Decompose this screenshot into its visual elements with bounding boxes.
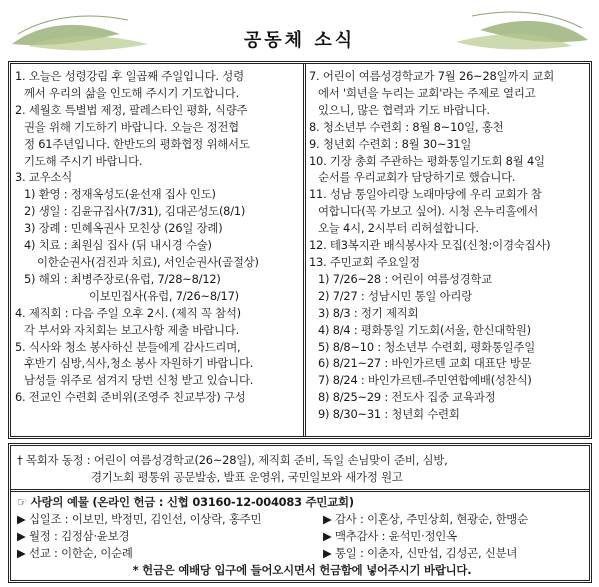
right-column-line: 9) 8/30~31 : 청년회 수련회	[318, 407, 460, 422]
left-column-line: 이한순권사(검진과 치료), 서인순권사(골절상)	[37, 254, 259, 269]
header	[0, 0, 599, 62]
offering-section	[17, 494, 587, 579]
offering-header: ☞ 사랑의 예물 (온라인 헌금 : 신협 03160-12-004083 주민교회)	[17, 495, 354, 509]
pastor-schedule	[17, 452, 587, 486]
section-divider	[11, 489, 589, 492]
offering-item: ▶ 통일 : 이춘자, 신만섭, 김성곤, 신분녀	[323, 545, 518, 560]
right-column-line: 13. 주민교회 주요일정	[309, 254, 420, 269]
left-column-line: 1) 환영 : 정재옥성도(윤선재 집사 인도)	[24, 187, 216, 202]
right-column-line: 7) 8/24 : 바인가르텐-주민연합예배(성찬식)	[318, 373, 532, 388]
offering-item: ▶ 십일조 : 이보민, 박정민, 김인선, 이상락, 홍주민	[17, 511, 262, 526]
right-column-line: 8) 8/25~29 : 전도사 집중 교육과정	[318, 390, 496, 405]
right-column	[309, 68, 589, 423]
left-column-line: 후반기 심방,식사,청소 봉사 자원하기 바랍니다.	[24, 356, 254, 371]
left-column-line: 권을 위해 기도하기 바랍니다. 오늘은 정전협	[24, 119, 239, 134]
left-column-line: 이보민집사(유럽, 7/26~8/17)	[89, 288, 239, 303]
left-column-line: 2. 세월호 특별법 제정, 팔레스타인 평화, 식량주	[15, 102, 248, 117]
column-divider	[303, 64, 306, 436]
right-column-line: 여합니다(꼭 가보고 싶어). 시청 온누리홀에서	[318, 204, 539, 219]
left-column-line: 기도해 주시기 바랍니다.	[24, 153, 143, 168]
left-column-line: 1. 오늘은 성령강림 후 일곱째 주일입니다. 성령	[15, 69, 244, 83]
news-frame	[8, 61, 592, 439]
right-column-line: 순서를 우리교회가 담당하기로 했습니다.	[318, 170, 516, 185]
left-column-line: 4. 제직회 : 다음 주일 오후 2시. (제직 꼭 참석)	[15, 305, 241, 320]
left-column-line: 5) 해외 : 최병주장로(유럽, 7/28~8/12)	[24, 271, 221, 286]
offering-item: ▶ 맥추감사 : 윤석민·정인옥	[323, 528, 457, 543]
right-column-line: 1) 7/26~28 : 어린이 여름성경학교	[318, 271, 493, 286]
left-column-line: 각 부서와 자치회는 보고사항 제출 바랍니다.	[24, 322, 239, 337]
left-column-line: 3) 장례 : 민혜옥권사 모친상 (26일 장례)	[24, 221, 223, 236]
left-column-line: 4) 치료 : 최원심 집사 (뒤 내시경 수술)	[24, 238, 212, 253]
right-column-line: 11. 성남 통일아리랑 노래마당에 우리 교회가 참	[309, 187, 542, 202]
left-column-line: 5. 식사와 청소 봉사하신 분들에게 감사드리며,	[15, 339, 241, 354]
left-column-line: 2) 생일 : 김윤규집사(7/31), 김대곤성도(8/1)	[24, 204, 246, 219]
right-column-line: 2) 7/27 : 성남시민 통일 아리랑	[318, 288, 473, 303]
right-column-line: 6) 8/21~27 : 바인가르텐 교회 대표단 방문	[318, 356, 532, 371]
right-column-line: 에서 '희년을 누리는 교회'라는 주제로 열리고	[318, 85, 536, 100]
offering-item: ▶ 감사 : 이혼상, 주민상회, 현광순, 한맹순	[323, 511, 529, 526]
right-column-line: 있으니, 많은 협력과 기도 바랍니다.	[318, 102, 490, 117]
right-column-line: 5) 8/8~10 : 청소년부 수련회, 평화통일주일	[318, 339, 536, 354]
right-column-line: 4) 8/4 : 평화통일 기도회(서울, 한신대학원)	[318, 322, 531, 337]
left-column-line: 남성들 위주로 섬겨지 당번 신청 받고 있습니다.	[24, 373, 254, 388]
right-column-line: 9. 청년회 수련회 : 8월 30~31일	[309, 136, 472, 151]
offering-footer: * 헌금은 예배당 입구에 들어오시면서 헌금함에 넣어주시기 바랍니다.	[132, 562, 472, 577]
left-column-line: 께서 우리의 삶을 인도해 주시기 기도합니다.	[24, 85, 239, 100]
right-column-line: 오늘 4시, 2시부터 리허설합니다.	[318, 221, 479, 236]
offering-item: ▶ 선교 : 이한순, 이순례	[17, 545, 133, 560]
bottom-box	[8, 443, 592, 583]
right-column-line: 7. 어린이 여름성경학교가 7월 26~28일까지 교회	[309, 69, 555, 83]
left-column-line: 3. 교우소식	[15, 170, 73, 185]
right-column-line: 3) 8/3 : 정기 제직회	[318, 305, 419, 320]
page-title: 공동체 소식	[243, 30, 356, 51]
pastor-line-2: 경기노회 평통위 공문발송, 발표 운영위, 국민일보와 새가정 원고	[91, 469, 403, 484]
offering-item: ▶ 월정 : 김정삼·윤보경	[17, 528, 130, 543]
right-column-line: 12. 테3복지관 배식봉사자 모집(신청:이경숙집사)	[309, 238, 551, 253]
left-column-line: 정 61주년입니다. 한반도의 평화협정 위해서도	[24, 136, 250, 151]
pastor-line-1: † 목회자 동정 : 어린이 여름성경학교(26~28일), 제직회 준비, 독일 손님맞이 준비, 심방,	[17, 453, 448, 467]
left-column-line: 6. 전교인 수련회 준비위(조영주 친교부장) 구성	[15, 390, 246, 405]
right-column-line: 10. 기장 총회 주관하는 평화통일기도회 8월 4일	[309, 153, 545, 168]
offering-grid	[17, 511, 587, 562]
right-column-line: 8. 청소년부 수련회 : 8월 8~10일, 홍천	[309, 119, 504, 134]
left-column	[15, 68, 303, 406]
